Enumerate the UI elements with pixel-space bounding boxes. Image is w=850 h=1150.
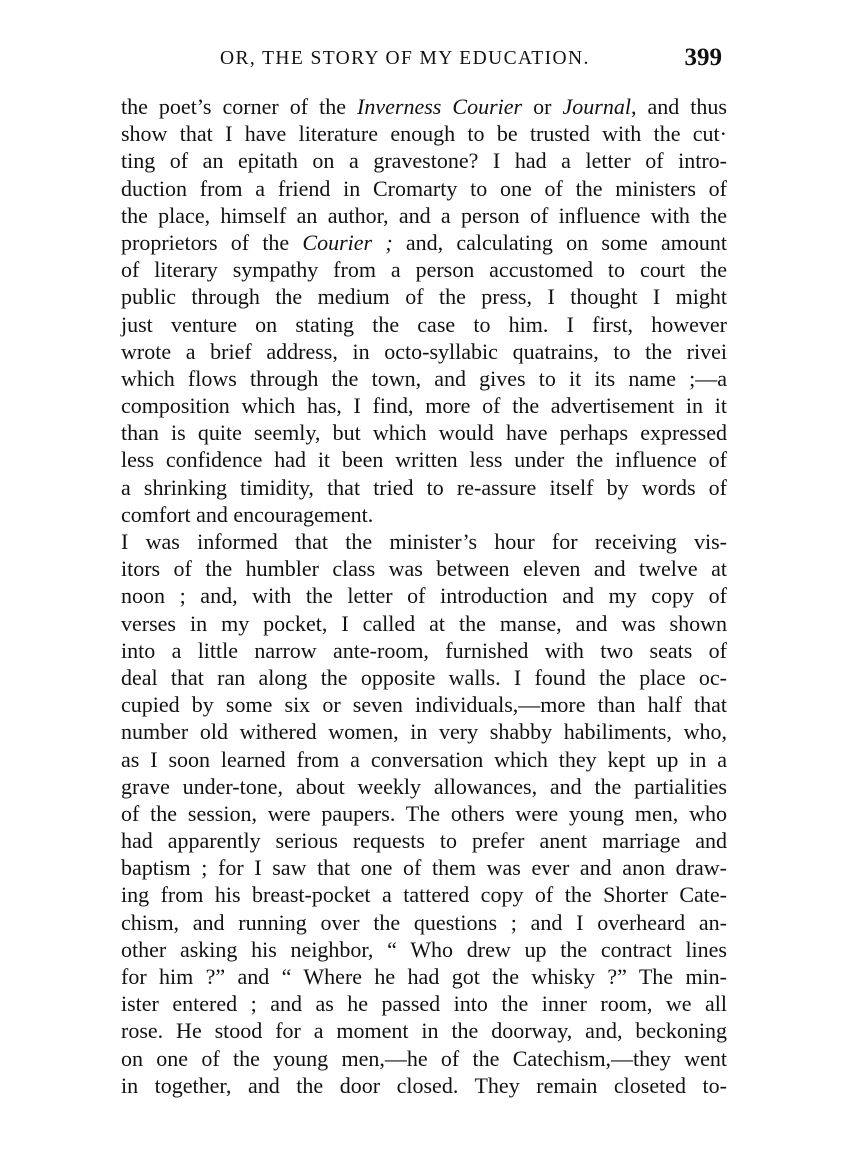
text-line (121, 365, 727, 392)
text-line (121, 283, 727, 310)
line-text: proprietors of the (121, 229, 303, 255)
text-line (121, 909, 727, 936)
line-text: , and thus (630, 94, 727, 119)
text-line (121, 1017, 727, 1044)
body-text (121, 93, 727, 1099)
running-head (120, 44, 726, 78)
line-text: in together, and the door closed. They remain closeted to- (121, 1072, 727, 1098)
text-line (121, 175, 727, 202)
line-text: a shrinking timidity, that tried to re-assure itself by words of (121, 474, 727, 500)
text-line (121, 881, 727, 908)
text-line (121, 120, 727, 147)
line-text: the poet’s corner of the (121, 94, 358, 119)
line-text: deal that ran along the opposite walls. I found the place oc- (121, 664, 727, 690)
line-text: or (522, 94, 563, 119)
text-line (121, 854, 727, 881)
text-line (121, 1045, 727, 1072)
text-line (121, 691, 727, 718)
text-line (121, 582, 727, 609)
text-line (121, 256, 727, 283)
text-line (121, 936, 727, 963)
text-line (121, 392, 727, 419)
line-text: public through the medium of the press, I thought I might (121, 284, 727, 310)
line-text: baptism ; for I saw that one of them was ever and anon draw- (121, 855, 727, 881)
line-text: the place, himself an author, and a person of influence with the (121, 202, 727, 228)
text-line (121, 419, 727, 446)
running-title: OR, THE STORY OF MY EDUCATION. (220, 48, 590, 69)
line-text: grave under-tone, about weekly allowances, and the partialities (121, 773, 727, 799)
text-line (121, 229, 727, 256)
text-line (121, 664, 727, 691)
line-text: which flows through the town, and gives to it its name ;—a (121, 365, 727, 391)
line-text: ting of an epitath on a gravestone? I had a letter of intro- (121, 148, 727, 174)
line-text: composition which has, I find, more of the advertisement in it (121, 393, 727, 419)
text-line (121, 93, 727, 120)
line-text: into a little narrow ante-room, furnished with two seats of (121, 637, 727, 663)
line-text: I was informed that the minister’s hour for receiving vis- (121, 529, 727, 554)
text-line (121, 528, 727, 555)
text-line (121, 311, 727, 338)
line-text: comfort and encouragement. (121, 501, 374, 527)
page-number: 399 (684, 44, 722, 71)
text-line (121, 610, 727, 637)
text-line (121, 338, 727, 365)
line-text: as I soon learned from a conversation which they kept up in a (121, 746, 727, 772)
line-text: on one of the young men,—he of the Catechism,—they went (121, 1045, 727, 1071)
line-text: verses in my pocket, I called at the manse, and was shown (121, 610, 727, 636)
line-text: number old withered women, in very shabby habiliments, who, (121, 719, 727, 745)
line-text: cupied by some six or seven individuals,—more than half that (121, 692, 727, 718)
text-line (121, 202, 727, 229)
text-line (121, 147, 727, 174)
text-line (121, 827, 727, 854)
line-text: duction from a friend in Cromarty to one of the ministers of (121, 175, 727, 201)
text-line (121, 446, 727, 473)
text-line (121, 474, 727, 501)
text-line (121, 555, 727, 582)
line-text: wrote a brief address, in octo-syllabic quatrains, to the rivei (121, 338, 727, 364)
line-text: than is quite seemly, but which would have perhaps expressed (121, 420, 727, 446)
text-line (121, 773, 727, 800)
text-line (121, 746, 727, 773)
line-text: and, calculating on some amount (392, 229, 728, 255)
line-text: chism, and running over the questions ; and I overheard an- (121, 909, 727, 935)
line-text: of the session, were paupers. The others were young men, who (121, 800, 727, 826)
text-line (121, 501, 727, 528)
italic-title: Courier ; (302, 229, 393, 255)
line-text: for him ?” and “ Where he had got the whisky ?” The min- (121, 964, 727, 989)
italic-title: Journal (562, 94, 631, 119)
line-text: other asking his neighbor, “ Who drew up the contract lines (121, 936, 727, 962)
line-text: just venture on stating the case to him. I first, however (121, 311, 727, 337)
text-line (121, 800, 727, 827)
text-line (121, 990, 727, 1017)
text-line (121, 637, 727, 664)
line-text: noon ; and, with the letter of introduction and my copy of (121, 583, 727, 609)
line-text: less confidence had it been written less under the influence of (121, 447, 727, 473)
line-text: show that I have literature enough to be trusted with the cut· (121, 121, 727, 147)
text-line (121, 1072, 727, 1099)
text-line (121, 718, 727, 745)
line-text: itors of the humbler class was between eleven and twelve at (121, 556, 727, 582)
line-text: had apparently serious requests to prefer anent marriage and (121, 828, 727, 854)
line-text: of literary sympathy from a person accustomed to court the (121, 257, 727, 283)
line-text: ing from his breast-pocket a tattered copy of the Shorter Cate- (121, 882, 727, 908)
text-line (121, 963, 727, 990)
line-text: rose. He stood for a moment in the doorway, and, beckoning (121, 1018, 727, 1044)
italic-title: Inverness Courier (357, 94, 523, 119)
line-text: ister entered ; and as he passed into the inner room, we all (121, 991, 727, 1017)
